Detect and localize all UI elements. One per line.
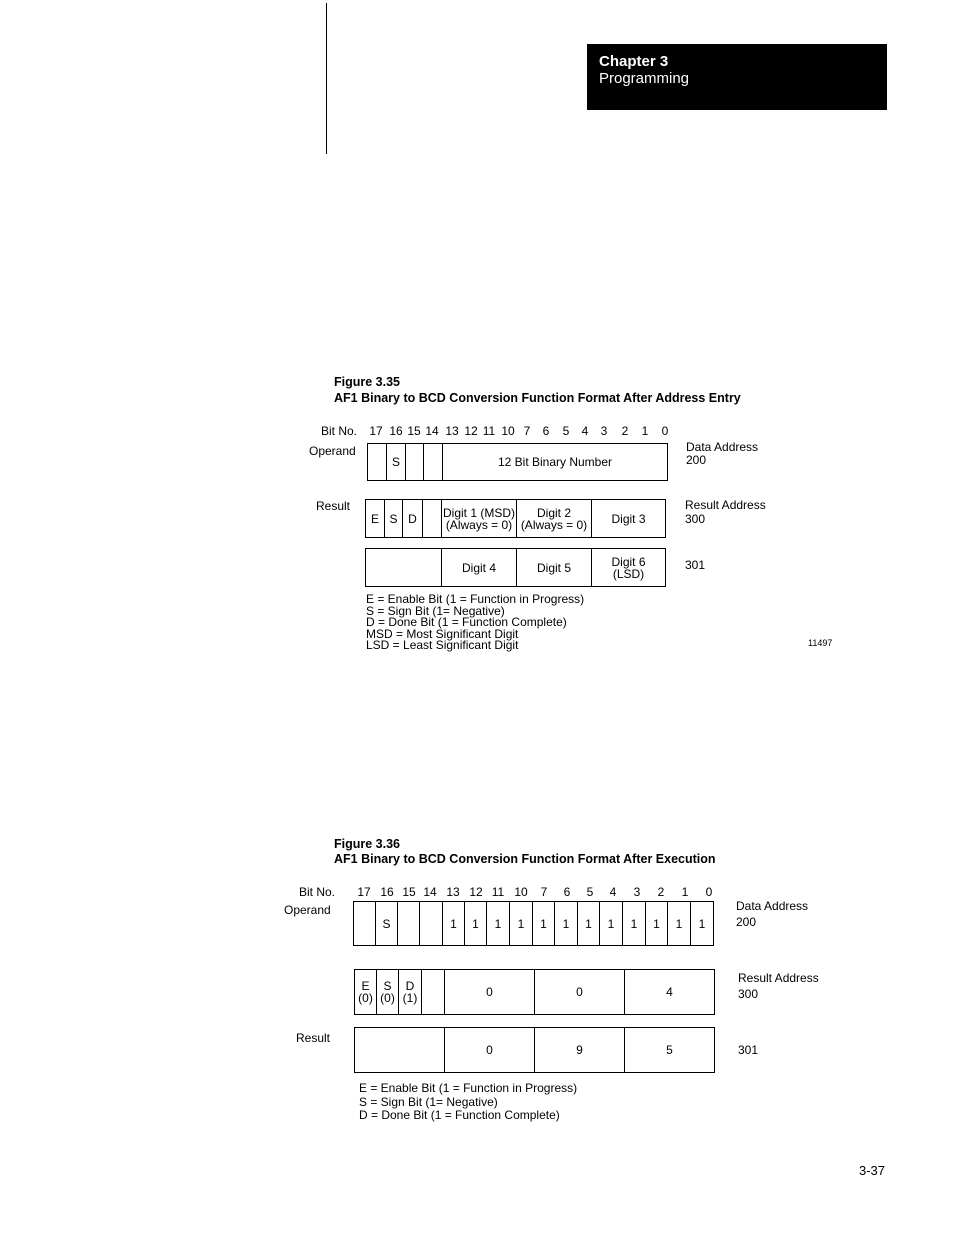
digit-5-cell: Digit 5 <box>517 549 592 586</box>
digit-6-cell <box>592 549 665 586</box>
legend-line: E = Enable Bit (1 = Function in Progress) <box>359 1081 578 1095</box>
enable-bit-value: (0) <box>358 991 373 1005</box>
bit-number: 7 <box>540 885 548 899</box>
bit-value-cell: 1 <box>646 902 668 945</box>
legend-line: S = Sign Bit (1= Negative) <box>359 1094 498 1109</box>
bit-number: 3 <box>600 424 608 438</box>
digit-group-cell: 9 <box>535 1028 625 1072</box>
bit-number: 16 <box>389 424 403 438</box>
bit-number: 4 <box>609 885 617 899</box>
bit-value-cell: 1 <box>487 902 510 945</box>
sign-bit-label: S <box>383 979 392 993</box>
legend-line: D = Done Bit (1 = Function Complete) <box>359 1108 560 1122</box>
result-label: Result <box>296 1031 331 1045</box>
enable-bit-label: E <box>361 979 370 993</box>
bit-14-cell <box>423 500 442 537</box>
bit-number: 15 <box>402 885 416 899</box>
bit-number: 0 <box>661 424 669 438</box>
page-number: 3-37 <box>859 1163 886 1178</box>
result-label: Result <box>316 499 351 513</box>
bit-value-cell: 1 <box>698 916 706 931</box>
operand-register <box>353 901 714 946</box>
digit-2-cell <box>517 500 592 537</box>
digit-group-cell: 0 <box>445 970 535 1014</box>
done-bit-cell <box>399 970 422 1014</box>
result-address-301: 301 <box>685 558 706 572</box>
bit-number: 14 <box>423 885 437 899</box>
bit-no-label: Bit No. <box>321 424 358 438</box>
bit-number: 4 <box>581 424 589 438</box>
result-address-301: 301 <box>738 1043 759 1057</box>
bit-number: 10 <box>514 885 528 899</box>
binary-number-cell: 12 Bit Binary Number <box>497 455 613 469</box>
figure-number: Figure 3.35 <box>334 375 400 389</box>
margin-rule <box>326 3 327 154</box>
data-address-label: Data Address <box>686 440 759 454</box>
bit-number: 5 <box>562 424 570 438</box>
bit-number: 11 <box>491 885 505 899</box>
bits-17-14-cell <box>355 1028 445 1072</box>
legend-line: LSD = Least Significant Digit <box>366 638 519 652</box>
sign-bit-cell: S <box>385 500 403 537</box>
bit-number: 12 <box>469 885 483 899</box>
bit-number: 2 <box>621 424 629 438</box>
bit-number: 0 <box>705 885 713 899</box>
bit-number: 10 <box>501 424 515 438</box>
bit-number: 14 <box>425 424 439 438</box>
bit-17-cell <box>354 902 376 945</box>
bit-number: 17 <box>357 885 371 899</box>
bit-15-cell <box>398 902 420 945</box>
result-register-301 <box>354 1027 715 1073</box>
result-address-value: 300 <box>685 512 706 526</box>
bit-number: 15 <box>407 424 421 438</box>
enable-bit-cell <box>355 970 377 1014</box>
digit-group-cell: 0 <box>535 970 625 1014</box>
digit-group-cell: 0 <box>445 1028 535 1072</box>
digit-2-label: Digit 2 <box>536 505 571 520</box>
legend-line: E = Enable Bit (1 = Function in Progress) <box>366 592 585 606</box>
sign-bit-cell: S <box>376 902 398 945</box>
digit-6-label: Digit 6 <box>611 554 646 569</box>
bit-value-cell: 1 <box>555 902 578 945</box>
done-bit-cell: D <box>403 500 423 537</box>
bit-number: 16 <box>380 885 394 899</box>
chapter-header <box>587 44 887 110</box>
figure-title: AF1 Binary to BCD Conversion Function Format After Address Entry <box>334 391 741 405</box>
digit-2-note: (Always = 0) <box>520 517 588 532</box>
legend-line: D = Done Bit (1 = Function Complete) <box>366 615 567 629</box>
bit-number: 6 <box>542 424 550 438</box>
bit-15-cell <box>406 444 424 480</box>
data-address-value: 200 <box>686 453 707 467</box>
bit-value-cell: 1 <box>443 902 465 945</box>
sign-bit-value: (0) <box>380 991 395 1005</box>
bit-value-cell: 1 <box>668 902 691 945</box>
bit-value-cell: 1 <box>510 902 533 945</box>
sign-bit-cell <box>377 970 399 1014</box>
bit-number: 13 <box>445 424 459 438</box>
result-register-300 <box>365 499 666 538</box>
bit-number: 1 <box>641 424 649 438</box>
bit-value-cell: 1 <box>600 902 623 945</box>
bit-14-cell <box>424 444 443 480</box>
bit-number: 13 <box>446 885 460 899</box>
digit-group-cell: 5 <box>666 1043 673 1057</box>
digit-1-label: Digit 1 (MSD) <box>442 505 515 520</box>
legend <box>366 594 584 652</box>
bit-number: 7 <box>523 424 531 438</box>
legend-line: MSD = Most Significant Digit <box>366 626 519 641</box>
result-address-label: Result Address <box>738 971 819 985</box>
bits-17-14-cell <box>366 549 442 586</box>
legend-line: S = Sign Bit (1= Negative) <box>366 603 505 618</box>
bit-value-cell: 1 <box>465 902 487 945</box>
bit-number: 11 <box>482 424 496 438</box>
chapter-section: Programming <box>599 70 690 87</box>
digit-1-cell <box>442 500 517 537</box>
chapter-title: Chapter 3 <box>599 53 669 70</box>
bit-value-cell: 1 <box>533 902 555 945</box>
result-address-label: Result Address <box>685 498 766 512</box>
result-register-301 <box>365 548 666 587</box>
result-register-300 <box>354 969 715 1015</box>
bit-number: 5 <box>586 885 594 899</box>
sign-bit-cell: S <box>387 444 406 480</box>
bit-number: 3 <box>633 885 641 899</box>
figure-title: AF1 Binary to BCD Conversion Function Format After Execution <box>334 852 716 866</box>
digit-1-note: (Always = 0) <box>445 517 513 532</box>
done-bit-value: (1) <box>402 991 418 1005</box>
operand-register <box>367 443 668 481</box>
data-address-label: Data Address <box>736 899 809 913</box>
figure-number: Figure 3.36 <box>334 837 400 851</box>
digit-group-cell: 4 <box>666 985 673 999</box>
bit-17-cell <box>368 444 387 480</box>
bit-number: 17 <box>369 424 383 438</box>
bit-number: 2 <box>657 885 665 899</box>
bit-number: 6 <box>563 885 571 899</box>
digit-3-cell: Digit 3 <box>611 511 646 526</box>
enable-bit-cell: E <box>366 500 385 537</box>
done-bit-label: D <box>405 979 415 993</box>
bit-number: 1 <box>681 885 689 899</box>
bit-14-cell <box>422 970 445 1014</box>
bit-no-label: Bit No. <box>299 885 336 899</box>
bit-14-cell <box>420 902 443 945</box>
data-address-value: 200 <box>736 915 757 929</box>
figure-code: 11497 <box>808 638 833 648</box>
legend <box>359 1082 577 1123</box>
operand-label: Operand <box>284 903 331 917</box>
bit-value-cell: 1 <box>578 902 600 945</box>
bit-value-cell: 1 <box>623 902 646 945</box>
digit-4-cell: Digit 4 <box>442 549 517 586</box>
operand-label: Operand <box>309 444 356 458</box>
digit-6-note: (LSD) <box>612 566 645 581</box>
result-address-value: 300 <box>738 987 759 1001</box>
bit-number: 12 <box>464 424 478 438</box>
